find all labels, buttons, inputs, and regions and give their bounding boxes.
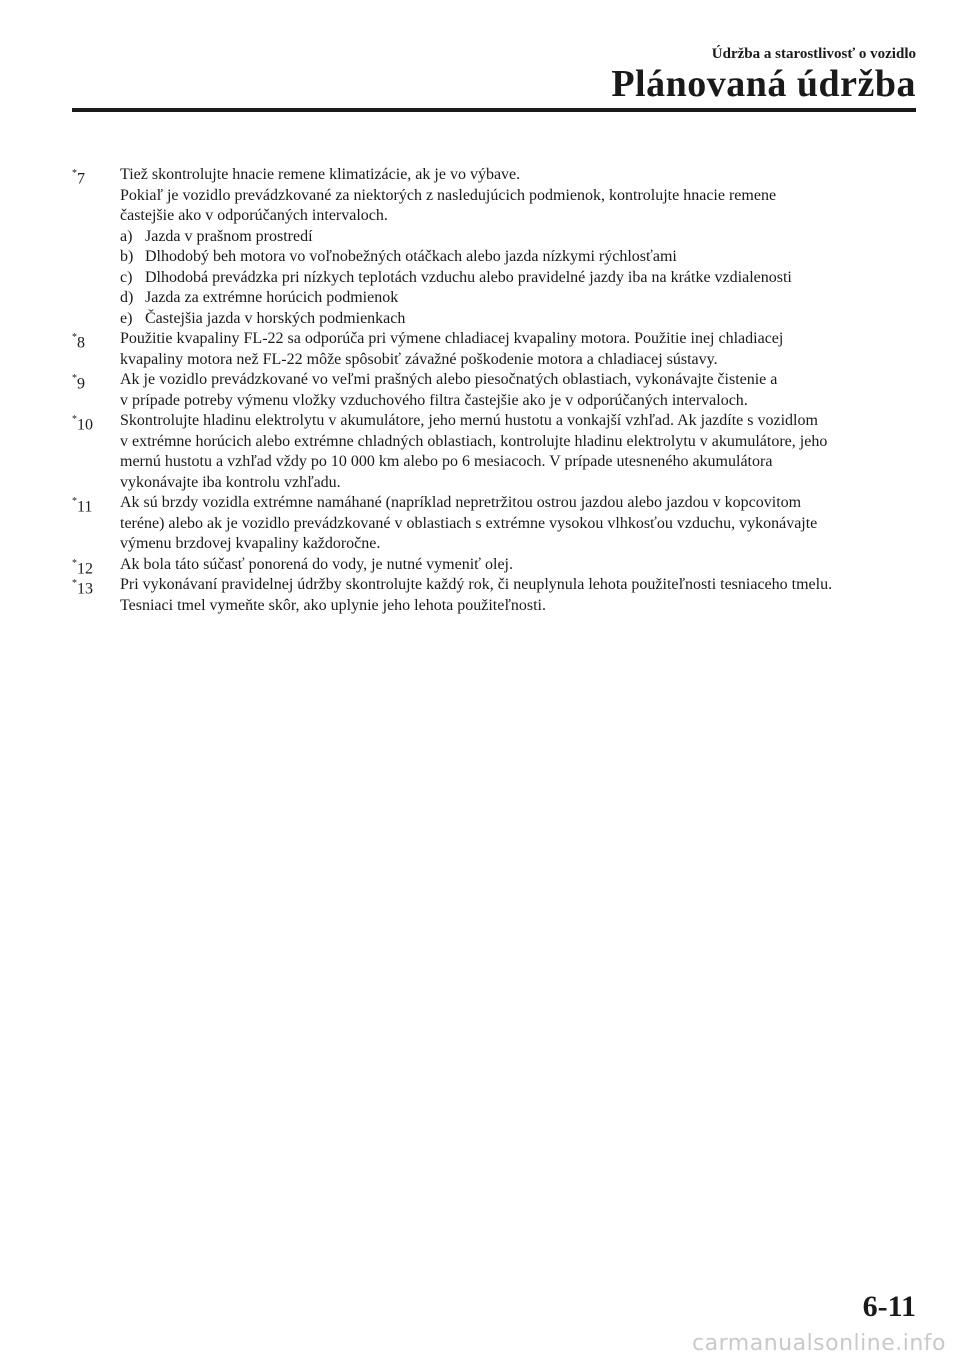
- footnote-11: [72, 493, 922, 555]
- footnote-12: [72, 555, 922, 576]
- footnote-number: 12: [77, 559, 93, 577]
- footnote-text-line: Tesniaci tmel vymeňte skôr, ako uplynie jeho lehota použiteľnosti.: [120, 596, 546, 614]
- footnote-asterisk: *: [72, 496, 77, 507]
- watermark: carmanualsonline.info: [692, 1331, 946, 1356]
- condition-letter: a): [120, 227, 133, 245]
- footnote-text-line: Pri vykonávaní pravidelnej údržby skontrolujte každý rok, či neuplynula lehota použiteľnosti tesniaceho tmelu.: [120, 576, 833, 593]
- footnote-list: [72, 165, 922, 616]
- page-title: Plánovaná údržba: [611, 63, 916, 105]
- footnote-8: [72, 329, 922, 370]
- footnote-text-line: v extrémne horúcich alebo extrémne chladných oblastiach, kontrolujte hladinu elektrolytu v akumulátore, jeho: [120, 432, 828, 450]
- footnote-marker: [72, 411, 93, 436]
- condition-letter: d): [120, 289, 134, 306]
- footnote-asterisk: *: [72, 332, 77, 343]
- footnote-text-line: Ak bola táto súčasť ponorená do vody, je nutné vymeniť olej.: [120, 555, 513, 573]
- footnote-marker: [72, 165, 85, 190]
- footnote-number: 10: [77, 416, 93, 434]
- footnote-text-line: Skontrolujte hladinu elektrolytu v akumulátore, jeho mernú hustotu a vonkajší vzhľad. Ak jazdíte s vozidlom: [120, 412, 818, 429]
- footnote-asterisk: *: [72, 414, 77, 425]
- footnote-10: [72, 411, 922, 493]
- condition-text: Jazda v prašnom prostredí: [145, 227, 313, 245]
- footnote-7: [72, 165, 922, 329]
- condition-letter: b): [120, 248, 134, 265]
- footnote-number: 7: [77, 170, 85, 188]
- footnote-number: 11: [77, 498, 93, 516]
- footnote-text-line: Tiež skontrolujte hnacie remene klimatizácie, ak je vo výbave.: [120, 166, 521, 183]
- condition-list-item: [120, 309, 922, 330]
- condition-text: Častejšia jazda v horských podmienkach: [145, 309, 406, 327]
- footnote-text-line: mernú hustotu a vzhľad vždy po 10 000 km alebo po 6 mesiacoch. V prípade utesneného akumulátora: [120, 453, 773, 470]
- footnote-text-line: výmenu brzdovej kvapaliny každoročne.: [120, 535, 381, 552]
- header-rule: [72, 108, 916, 112]
- section-heading: Údržba a starostlivosť o vozidlo: [711, 46, 916, 62]
- footnote-text-line: teréne) alebo ak je vozidlo prevádzkované v oblastiach s extrémne vysokou vlhkosťou vzduchu, vykonávajte: [120, 514, 818, 532]
- footnote-marker: [72, 370, 85, 395]
- condition-list-item: [120, 227, 922, 248]
- footnote-9: [72, 370, 922, 411]
- page-number: 6-11: [862, 1290, 916, 1323]
- footnote-text-line: kvapaliny motora než FL-22 môže spôsobiť závažné poškodenie motora a chladiacej sústavy.: [120, 350, 718, 368]
- footnote-text-line: v prípade potreby výmenu vložky vzduchového filtra častejšie ako je v odporúčaných intervaloch.: [120, 391, 748, 409]
- condition-letter: c): [120, 268, 133, 286]
- condition-letter: e): [120, 309, 133, 327]
- footnote-text-line: Použitie kvapaliny FL-22 sa odporúča pri výmene chladiacej kvapaliny motora. Použitie inej chladiacej: [120, 330, 784, 347]
- footnote-number: 8: [77, 334, 85, 352]
- condition-text: Dlhodobá prevádzka pri nízkych teplotách vzduchu alebo pravidelné jazdy iba na krátke vzdialenosti: [145, 268, 792, 286]
- footnote-13: [72, 575, 922, 616]
- footnote-marker: [72, 575, 93, 600]
- footnote-asterisk: *: [72, 557, 77, 569]
- footnote-marker: [72, 493, 92, 518]
- condition-text: Jazda za extrémne horúcich podmienok: [145, 289, 399, 306]
- footnote-text-line: vykonávajte iba kontrolu vzhľadu.: [120, 473, 341, 491]
- condition-list-item: [120, 268, 922, 289]
- footnote-text-line: Ak sú brzdy vozidla extrémne namáhané (napríklad nepretržitou ostrou jazdou alebo jazdou v kopcovitom: [120, 494, 802, 511]
- footnote-number: 9: [77, 375, 85, 393]
- footnote-asterisk: *: [72, 373, 77, 384]
- footnote-marker: [72, 329, 85, 354]
- condition-text: Dlhodobý beh motora vo voľnobežných otáčkach alebo jazda nízkymi rýchlosťami: [145, 248, 677, 265]
- footnote-text-line: Pokiaľ je vozidlo prevádzkované za niektorých z nasledujúcich podmienok, kontrolujte hnacie remene: [120, 186, 777, 204]
- condition-list-item: [120, 247, 922, 268]
- condition-list-item: [120, 288, 922, 309]
- footnote-number: 13: [77, 580, 93, 598]
- footnote-asterisk: *: [72, 578, 77, 589]
- footnote-asterisk: *: [72, 168, 77, 179]
- footnote-text-line: častejšie ako v odporúčaných intervaloch.: [120, 207, 388, 224]
- footnote-text-line: Ak je vozidlo prevádzkované vo veľmi prašných alebo piesočnatých oblastiach, vykonávajte čistenie a: [120, 371, 778, 388]
